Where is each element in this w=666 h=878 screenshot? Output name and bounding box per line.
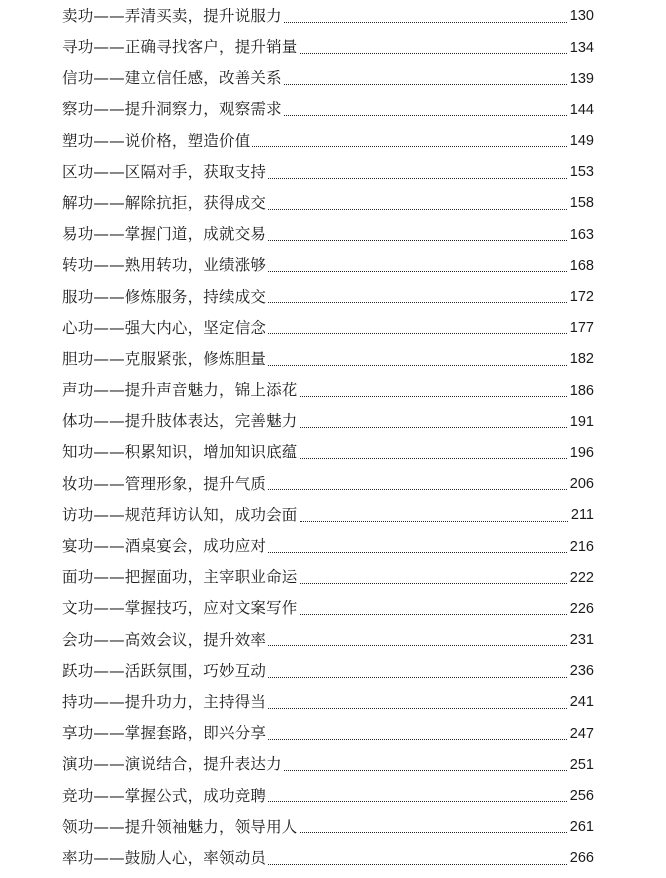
- toc-entry[interactable]: [62, 1, 594, 32]
- toc-entry-page-number: 241: [569, 694, 594, 711]
- toc-entry-page-number: 247: [569, 725, 594, 742]
- dot-leader: [268, 738, 567, 740]
- toc-entry[interactable]: [62, 656, 594, 687]
- toc-entry-page-number: 168: [569, 257, 594, 274]
- dot-leader: [268, 863, 567, 865]
- toc-entry-page-number: 182: [569, 351, 594, 368]
- toc-entry[interactable]: [62, 282, 594, 313]
- toc-entry-title: 率功——鼓励人心，率领动员: [62, 848, 267, 867]
- toc-entry-title: 享功——掌握套路，即兴分享: [62, 724, 267, 743]
- toc-entry-page-number: 261: [569, 819, 594, 836]
- toc-entry-title: 寻功——正确寻找客户，提升销量: [62, 38, 298, 57]
- toc-entry-page-number: 186: [569, 382, 594, 399]
- dot-leader: [300, 520, 568, 522]
- dot-leader: [268, 800, 567, 802]
- dot-leader: [268, 364, 567, 366]
- toc-entry[interactable]: [62, 188, 594, 219]
- toc-entry-page-number: 211: [570, 507, 594, 524]
- toc-entry[interactable]: [62, 219, 594, 250]
- toc-entry-page-number: 266: [569, 850, 594, 867]
- toc-entry[interactable]: [62, 438, 594, 469]
- dot-leader: [300, 395, 567, 397]
- toc-entry-title: 文功——掌握技巧，应对文案写作: [62, 599, 298, 618]
- toc-entry-title: 信功——建立信任感，改善关系: [62, 69, 282, 88]
- dot-leader: [268, 551, 567, 553]
- toc-entry-title: 易功——掌握门道，成就交易: [62, 225, 267, 244]
- toc-entry-title: 塑功——说价格，塑造价值: [62, 131, 251, 150]
- toc-entry-title: 持功——提升功力，主持得当: [62, 692, 267, 711]
- toc-entry-title: 心功——强大内心，坚定信念: [62, 318, 267, 337]
- toc-entry[interactable]: [62, 157, 594, 188]
- toc-entry-title: 察功——提升洞察力，观察需求: [62, 100, 282, 119]
- dot-leader: [268, 676, 567, 678]
- toc-entry-title: 知功——积累知识，增加知识底蕴: [62, 443, 298, 462]
- dot-leader: [300, 52, 567, 54]
- toc-entry-page-number: 139: [569, 70, 594, 87]
- dot-leader: [252, 145, 566, 147]
- toc-entry[interactable]: [62, 531, 594, 562]
- toc-entry[interactable]: [62, 313, 594, 344]
- toc-entry-page-number: 222: [569, 569, 594, 586]
- dot-leader: [268, 488, 567, 490]
- dot-leader: [268, 301, 567, 303]
- toc-entry[interactable]: [62, 781, 594, 812]
- toc-entry-page-number: 149: [569, 133, 594, 150]
- dot-leader: [284, 114, 567, 116]
- toc-entry[interactable]: [62, 63, 594, 94]
- toc-entry[interactable]: [62, 718, 594, 749]
- toc-entry-title: 妆功——管理形象，提升气质: [62, 474, 267, 493]
- toc-entry-page-number: 251: [569, 756, 594, 773]
- dot-leader: [284, 21, 567, 23]
- dot-leader: [284, 769, 567, 771]
- toc-entry-page-number: 256: [569, 788, 594, 805]
- toc-entry-page-number: 231: [569, 632, 594, 649]
- toc-entry-page-number: 158: [569, 195, 594, 212]
- toc-entry-title: 区功——区隔对手，获取支持: [62, 162, 267, 181]
- toc-entry-page-number: 130: [569, 8, 594, 25]
- toc-entry[interactable]: [62, 251, 594, 282]
- dot-leader: [284, 83, 567, 85]
- dot-leader: [268, 707, 567, 709]
- dot-leader: [300, 831, 567, 833]
- toc-entry[interactable]: [62, 126, 594, 157]
- toc-entry-title: 胆功——克服紧张，修炼胆量: [62, 349, 267, 368]
- toc-entry[interactable]: [62, 95, 594, 126]
- dot-leader: [268, 239, 567, 241]
- dot-leader: [268, 177, 567, 179]
- dot-leader: [268, 644, 567, 646]
- toc-entry-title: 体功——提升肢体表达，完善魅力: [62, 412, 298, 431]
- toc-entry-page-number: 196: [569, 444, 594, 461]
- toc-entry[interactable]: [62, 843, 594, 874]
- toc-entry[interactable]: [62, 594, 594, 625]
- toc-entry[interactable]: [62, 750, 594, 781]
- toc-entry-title: 面功——把握面功，主宰职业命运: [62, 568, 298, 587]
- toc-entry-title: 竞功——掌握公式，成功竞聘: [62, 786, 267, 805]
- dot-leader: [268, 208, 567, 210]
- toc-entry[interactable]: [62, 375, 594, 406]
- toc-entry-page-number: 172: [569, 289, 594, 306]
- dot-leader: [300, 582, 567, 584]
- toc-entry[interactable]: [62, 812, 594, 843]
- toc-entry-title: 领功——提升领袖魅力，领导用人: [62, 817, 298, 836]
- toc-entry[interactable]: [62, 562, 594, 593]
- toc-entry-page-number: 236: [569, 663, 594, 680]
- toc-entry-page-number: 206: [569, 476, 594, 493]
- toc-entry-title: 会功——高效会议，提升效率: [62, 630, 267, 649]
- toc-entry-title: 解功——解除抗拒，获得成交: [62, 193, 267, 212]
- toc-entry-page-number: 163: [569, 226, 594, 243]
- toc-entry[interactable]: [62, 500, 594, 531]
- toc-entry[interactable]: [62, 406, 594, 437]
- toc-entry[interactable]: [62, 344, 594, 375]
- dot-leader: [300, 457, 567, 459]
- toc-entry-title: 服功——修炼服务，持续成交: [62, 287, 267, 306]
- dot-leader: [300, 613, 567, 615]
- toc-entry-title: 声功——提升声音魅力，锦上添花: [62, 381, 298, 400]
- table-of-contents: [62, 1, 594, 874]
- toc-entry[interactable]: [62, 469, 594, 500]
- toc-entry[interactable]: [62, 32, 594, 63]
- toc-entry-title: 转功——熟用转功，业绩涨够: [62, 256, 267, 275]
- toc-entry-page-number: 216: [569, 538, 594, 555]
- toc-entry[interactable]: [62, 687, 594, 718]
- toc-entry-title: 宴功——酒桌宴会，成功应对: [62, 537, 267, 556]
- toc-entry-page-number: 134: [569, 39, 594, 56]
- dot-leader: [268, 332, 567, 334]
- toc-entry-title: 跃功——活跃氛围，巧妙互动: [62, 661, 267, 680]
- toc-entry-page-number: 191: [569, 413, 594, 430]
- toc-entry-title: 演功——演说结合，提升表达力: [62, 755, 282, 774]
- dot-leader: [268, 270, 567, 272]
- toc-entry-page-number: 226: [569, 600, 594, 617]
- toc-entry-title: 卖功——弄清买卖，提升说服力: [62, 6, 282, 25]
- toc-entry-page-number: 177: [569, 320, 594, 337]
- toc-entry-page-number: 153: [569, 164, 594, 181]
- toc-entry-title: 访功——规范拜访认知，成功会面: [62, 505, 298, 524]
- toc-entry-page-number: 144: [569, 101, 594, 118]
- toc-entry[interactable]: [62, 625, 594, 656]
- dot-leader: [300, 426, 567, 428]
